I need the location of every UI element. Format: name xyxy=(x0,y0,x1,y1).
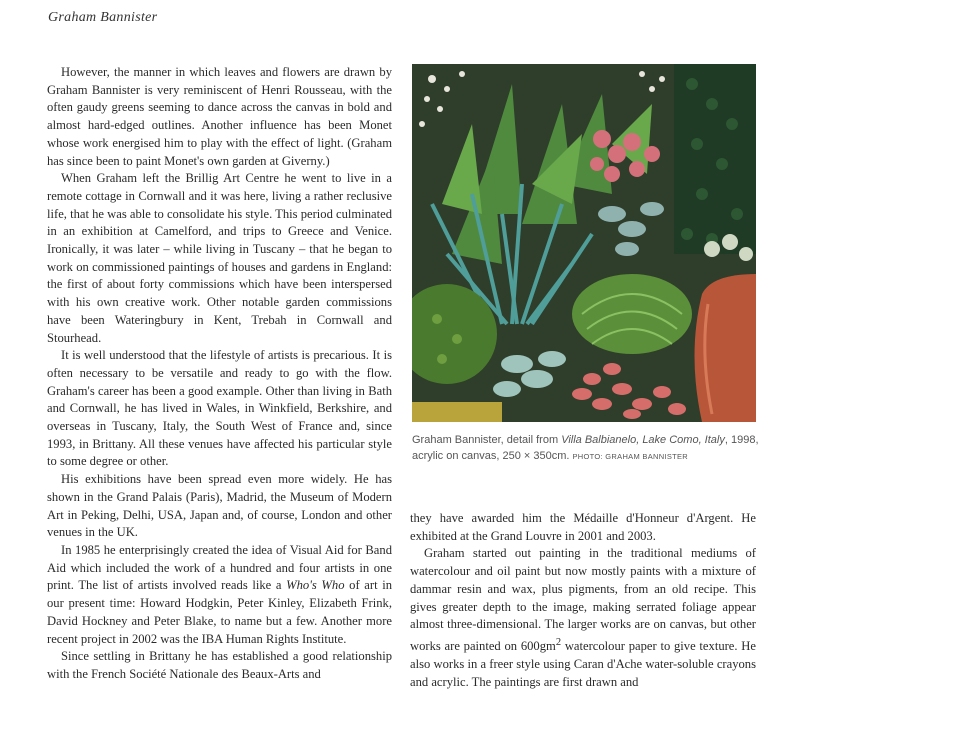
italic-title: Who's Who xyxy=(286,578,345,593)
paragraph-text: watercolour paper to give texture. He also works in a freer style using Caran d'Ache water-soluble crayons and acrylic. The paintings are first drawn and xyxy=(410,639,756,689)
left-text-column xyxy=(47,64,392,684)
paragraph-text: In 1985 he enterprisingly created the idea of Visual Aid for Band Aid which included the work of a hundred and four artists in one print. The list of artists involved reads like a xyxy=(47,542,392,593)
photo-credit: PHOTO: GRAHAM BANNISTER xyxy=(572,452,689,461)
figure-caption xyxy=(412,432,764,465)
paragraph-text: Graham started out painting in the traditional mediums of watercolour and oil paint but now mostly paints with a mixture of dammar resin and wax, plus pigments, from an old recipe. This gives greater depth to the image, making serrated foliage appear almost three-dimensional. The larger works are on canvas, but other works are painted on 600gm xyxy=(410,546,756,654)
running-head: Graham Bannister xyxy=(48,10,158,25)
right-text-column xyxy=(410,510,756,691)
paragraph: His exhibitions have been spread even more widely. He has shown in the Grand Palais (Paris), Madrid, the Museum of Modern Art in Peking, Delhi, USA, Japan and, of course, London and other venues in the UK. xyxy=(47,472,392,540)
paragraph xyxy=(47,542,392,648)
paragraph: However, the manner in which leaves and flowers are drawn by Graham Bannister is very reminiscent of Henri Rousseau, with the often gaudy greens seeming to dance across the canvas in bold and almost hard-edged outlines. Another influence has been Monet whose work energised him to play with the effect of light. (Graham has since been to paint Monet's own garden at Giverny.) xyxy=(47,65,392,168)
paragraph xyxy=(410,545,756,691)
paragraph: When Graham left the Brillig Art Centre he went to live in a remote cottage in Cornwall and it was here, living a rather reclusive life, that he was able to consolidate his style. This period culminated in an exhibition at Camelford, and trips to Greece and Venice. Ironically, it was later – while living in Tuscany – that he began to work on commissioned paintings of houses and gardens in England: the first of about forty commissions which have been interspersed with his own creative work. Other notable garden commissions have been Wateringbury in Kent, Trebah in Cornwall and Stourhead. xyxy=(47,171,392,345)
paragraph: It is well understood that the lifestyle of artists is precarious. It is often necessary to be versatile and ready to go with the flow. Graham's career has been a good example. Other than living in Bath and Cornwall, he has lived in Wales, in Winkfield, Berkshire, and overseas in Tuscany, Italy, the South West of France and, since 1993, in Brittany. All these venues have affected his particular style to some degree or other. xyxy=(47,348,392,469)
caption-text: , 1998, acrylic on canvas, 250 × 350cm. xyxy=(412,434,759,462)
paragraph: they have awarded him the Médaille d'Honneur d'Argent. He exhibited at the Grand Louvre in 2001 and 2003. xyxy=(410,511,756,543)
caption-title: Villa Balbianelo, Lake Como, Italy xyxy=(561,434,725,446)
paragraph: Since settling in Brittany he has established a good relationship with the French Société Nationale des Beaux-Arts and xyxy=(47,649,392,681)
painting-illustration xyxy=(412,64,756,422)
superscript: 2 xyxy=(555,636,562,648)
painting-image xyxy=(412,64,756,422)
caption-text: Graham Bannister, detail from xyxy=(412,434,562,446)
paragraph-text: of art in our present time: Howard Hodgkin, Peter Kinley, Elizabeth Frink, David Hockney and Peter Blake, to name but a few. Another more recent project in 2002 was the IBA Human Rights Institute. xyxy=(47,578,392,646)
